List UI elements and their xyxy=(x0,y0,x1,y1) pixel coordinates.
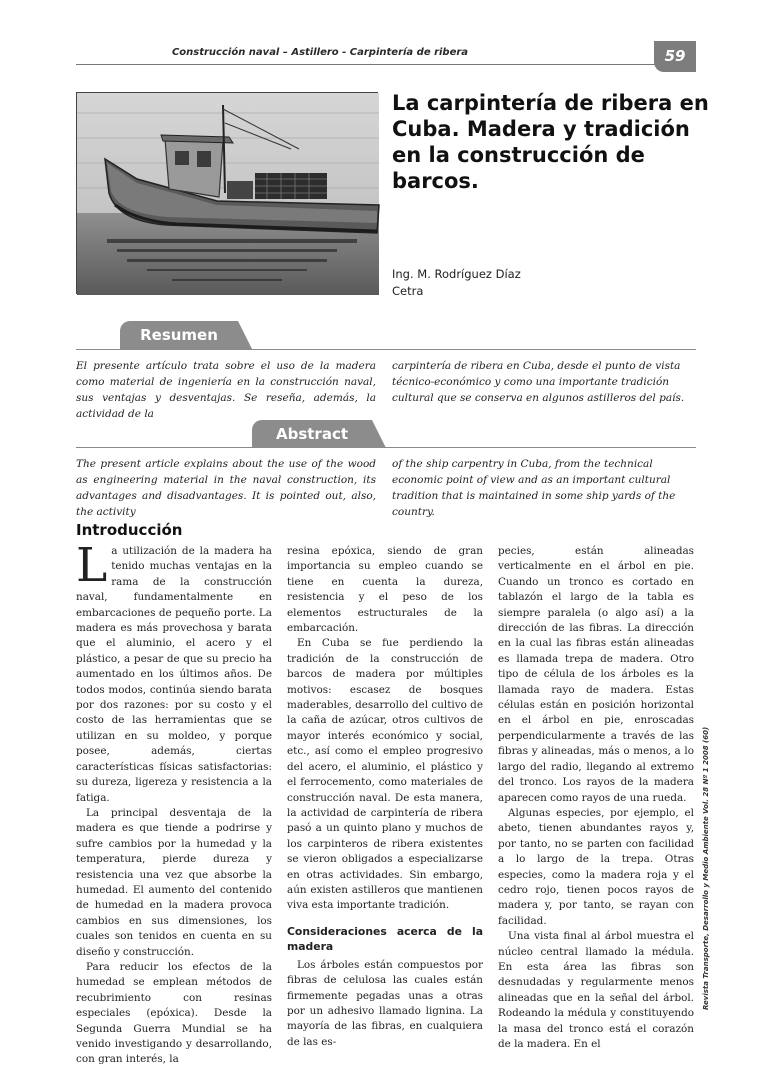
author-affiliation: Cetra xyxy=(392,284,424,298)
running-header: Construcción naval – Astillero - Carpintería de ribera xyxy=(171,47,469,58)
paragraph: pecies, están alineadas verticalmente en el árbol en pie. Cuando un tronco es cortado en tablazón el largo de la tabla es siempre paralela (o algo así) a la dirección de las fibras. La dirección en la cual las fibras están alineadas es llamada trepa de madera. Otro tipo de célula de los árboles es la llamada rayo de madera. Estas células están en posición horizontal en el árbol en pie, enroscadas perpendicularmente a través de las fibras y alineadas, más o menos, a lo largo del radio, llegando al extremo del tronco. Los rayos de la madera aparecen como rayos de una rueda. xyxy=(498,545,694,804)
author-name: Ing. M. Rodríguez Díaz xyxy=(392,267,521,281)
paragraph: En Cuba se fue perdiendo la tradición de la construcción de barcos de madera por múltiples motivos: escasez de bosques maderables, desarrollo del cultivo de la caña de azúcar, otros cultivos de mayor interés económico y social, etc., así como el empleo progresivo del acero, el aluminio, el plástico y el ferrocemento, como materiales de construcción naval. De esta manera, la actividad de carpintería de ribera pasó a un quinto plano y muchos de los carpinteros de ribera existentes se vieron obligados a especializarse en otras actividades. Sin embargo, aún existen astilleros que mantienen viva esta importante tradición. xyxy=(287,637,483,912)
body-column-1 xyxy=(76,538,272,1068)
resumen-rule xyxy=(76,349,696,350)
body-column-2 xyxy=(287,544,483,1050)
abstract-text-col1: The present article explains about the use of the wood as engineering material in the naval construction, its advantages and disadvantages. It is pointed out, also, the activity xyxy=(76,458,376,518)
paragraph: Para reducir los efectos de la humedad se emplean métodos de recubrimiento con resinas especiales (epóxica). Desde la Segunda Guerra Mundial se ha venido investigando y desarrollando, con gran interés, la xyxy=(76,960,272,1066)
paragraph: Los árboles están compuestos por fibras de celulosa las cuales están firmemente pegadas unas a otras por un adhesivo llamado lignina. La mayoría de las fibras, en cualquiera de las es- xyxy=(287,958,483,1048)
resumen-label: Resumen xyxy=(120,321,238,349)
author-block xyxy=(392,266,521,300)
boat-photo xyxy=(76,92,378,294)
resumen-text-col2: carpintería de ribera en Cuba, desde el punto de vista técnico-económico y como una importante tradición cultural que se conserva en algunos astilleros del país. xyxy=(392,360,685,404)
paragraph: resina epóxica, siendo de gran importancia su empleo cuando se tiene en cuenta la dureza, resistencia y el peso de los elementos estructurales de la embarcación. xyxy=(287,545,483,635)
drop-cap: L xyxy=(76,538,108,593)
abstract-text-col2: of the ship carpentry in Cuba, from the technical economic point of view and as an important cultural tradition that is maintained in some ship yards of the country. xyxy=(392,458,676,518)
paragraph xyxy=(76,538,272,806)
paragraph: Una vista final al árbol muestra el núcleo central llamado la médula. En esta área las fibras son desnudadas y regularmente menos alineadas que en la señal del árbol. Rodeando la médula y constituyendo la masa del tronco está el corazón de la madera. En el xyxy=(498,930,694,1050)
page-number: 59 xyxy=(654,41,696,72)
body-column-3 xyxy=(498,544,694,1052)
fishing-boat-image xyxy=(77,93,379,295)
abstract-label: Abstract xyxy=(252,420,372,448)
introduction-heading: Introducción xyxy=(76,521,183,539)
paragraph-text: a utilización de la madera ha tenido muchas ventajas en la rama de la construcción naval, fundamentalmente en embarcaciones de pequeño porte. La madera es más provechosa y barata que el aluminio, el acero y el plástico, a pesar de que su precio ha aumentado en los últimos años. De todos modos, continúa siendo barata por dos razones: por su costo y el costo de las herramientas que se utilizan en su moldeo, y porque posee, además, ciertas características físicas satisfactorias: su dureza, ligereza y resistencia a la fatiga. xyxy=(76,545,272,804)
resumen-text-col1: El presente artículo trata sobre el uso de la madera como material de ingeniería en la construcción naval, sus ventajas y desventajas. Se reseña, además, la actividad de la xyxy=(76,360,376,420)
paragraph: Algunas especies, por ejemplo, el abeto, tienen abundantes rayos y, por tanto, no se parten con facilidad a lo largo de la trepa. Otras especies, como la madera roja y el cedro rojo, tienen pocos rayos de madera y, por tanto, se rayan con facilidad. xyxy=(498,806,694,927)
subsection-heading: Consideraciones acerca de la madera xyxy=(287,924,483,953)
journal-citation: Revista Transporte, Desarrollo y Medio Ambiente Vol. 28 Nº 1 2008 (60) xyxy=(702,726,710,1010)
article-title: La carpintería de ribera en Cuba. Madera y tradición en la construcción de barcos. xyxy=(392,91,709,193)
abstract-rule xyxy=(76,447,696,448)
paragraph: La principal desventaja de la madera es que tiende a podrirse y sufre cambios por la humedad y la temperatura, pierde dureza y resistencia una vez que absorbe la humedad. El aumento del contenido de humedad en la madera provoca cambios en sus dimensiones, los cuales son tenidos en cuenta en su diseño y construcción. xyxy=(76,806,272,958)
header-rule xyxy=(76,64,696,65)
journal-side-note xyxy=(702,710,718,1010)
